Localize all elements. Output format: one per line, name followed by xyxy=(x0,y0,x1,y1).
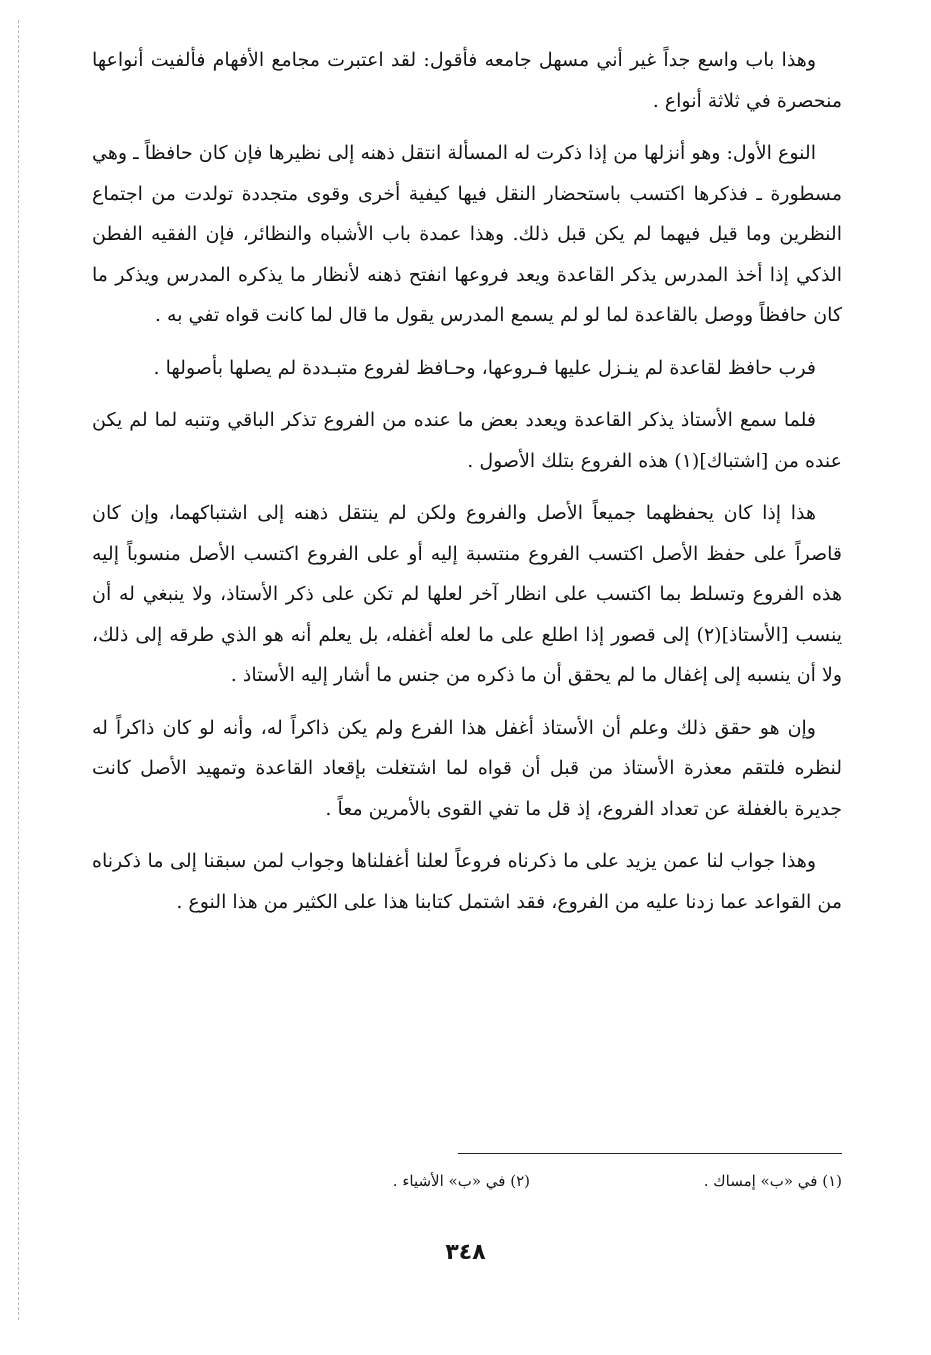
footnote-separator xyxy=(458,1153,842,1154)
paragraph-5: هذا إذا كان يحفظهما جميعاً الأصل والفروع ولكن لم ينتقل ذهنه إلى اشتباكهما، وإن كان قاصراً على حفظ الأصل اكتسب الفروع منتسبة إليه أو على الفروع اكتسب الأصل منسوباً إليه هذه الفروع وتسلط بما اكتسب على انظار آخر لعلها لم تكن على ذكر الأستاذ، ولا ينبغي له أن ينسب [الأستاذ](٢) إلى قصور إذا اطلع على ما لعله أغفله، بل يعلم أنه هو الذي طرقه إلى ذلك، ولا أن ينسبه إلى إغفال ما لم يحقق أن ما ذكره من جنس ما أشار إليه الأستاذ . xyxy=(92,502,842,686)
footnote-2: (٢) في «ب» الأشياء . xyxy=(392,1172,530,1190)
paragraph-6: وإن هو حقق ذلك وعلم أن الأستاذ أغفل هذا الفرع ولم يكن ذاكراً له، وأنه لو كان ذاكراً له لنظره فلتقم معذرة الأستاذ من قبل أن قواه لما اشتغلت بإقعاد القاعدة وتمهيد الأصل كانت جديرة بالغفلة عن تعداد الفروع، إذ قل ما تفي القوى بالأمرين معاً . xyxy=(92,716,842,820)
footnotes xyxy=(330,1172,842,1190)
page-number: ٣٤٨ xyxy=(445,1240,486,1265)
paragraph-7: وهذا جواب لنا عمن يزيد على ما ذكرناه فروعاً لعلنا أغفلناها وجواب لمن سبقنا إلى ما ذكرناه من القواعد عما زدنا عليه من الفروع، فقد اشتمل كتابنا هذا على الكثير من هذا النوع . xyxy=(92,850,842,913)
scan-margin-line xyxy=(18,20,20,1320)
paragraph-1: وهذا باب واسع جداً غير أني مسهل جامعه فأقول: لقد اعتبرت مجامع الأفهام فألفيت أنواعها منحصرة في ثلاثة أنواع . xyxy=(92,49,842,112)
paragraph-2: النوع الأول: وهو أنزلها من إذا ذكرت له المسألة انتقل ذهنه إلى نظيرها فإن كان حافظاً ـ وهي مسطورة ـ فذكرها اكتسب باستحضار النقل فيها كيفية أخرى وقوى متجددة تولدت من اجتماع النظرين وما قيل فيهما لم يكن قبل ذلك. وهذا عمدة باب الأشباه والنظائر، فإن الفقيه الفطن الذكي إذا أخذ المدرس يذكر القاعدة ويعد فروعها انفتح ذهنه لأنظار ما يذكره المدرس ويذكر ما كان حافظاً ووصل بالقاعدة لما لو لم يسمع المدرس يقول ما قال لما كانت قواه تفي به . xyxy=(92,142,842,326)
paragraph-3: فرب حافظ لقاعدة لم ينـزل عليها فـروعها، وحـافظ لفروع متبـددة لم يصلها بأصولها . xyxy=(153,356,816,379)
paragraph-4: فلما سمع الأستاذ يذكر القاعدة ويعدد بعض ما عنده من الفروع تذكر الباقي وتنبه لما لم يكن عنده من [اشتباك](١) هذه الفروع بتلك الأصول . xyxy=(92,409,842,472)
body-text xyxy=(92,40,842,934)
footnote-1: (١) في «ب» إمساك . xyxy=(703,1172,842,1190)
